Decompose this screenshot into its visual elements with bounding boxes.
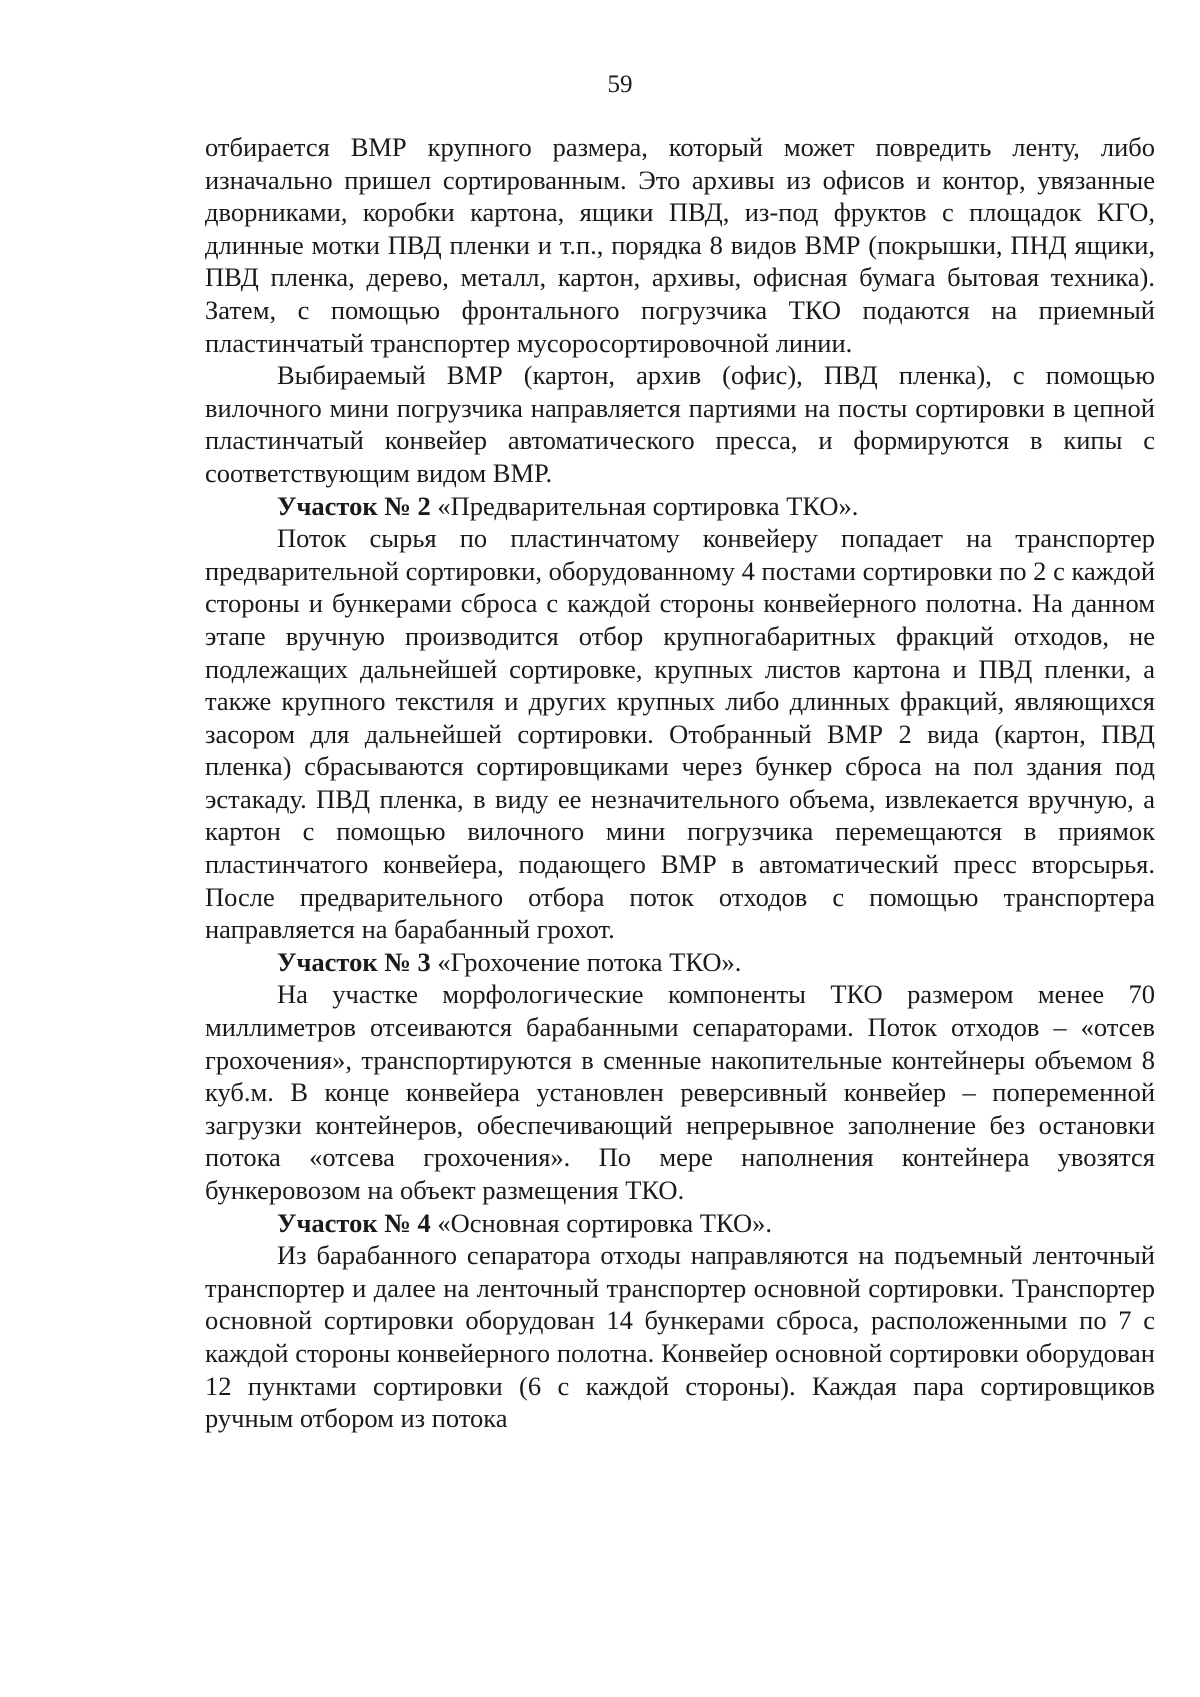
paragraph-screening [205,978,1155,1206]
page-number: 59 [607,71,633,98]
paragraph-text: отбирается ВМР крупного размера, который может повредить ленту, либо изначально пришел сортированным. Это архивы из офисов и контор, увязанные дворниками, коробки картона, ящики ПВД, из-под фруктов с площадок КГО, длинные мотки ПВД пленки и т.п., порядка 8 видов ВМР (покрышки, ПНД ящики, ПВД пленка, дерево, металл, картон, архивы, офисная бумага бытовая техника). Затем, с помощью фронтального погрузчика ТКО подаются на приемный пластинчатый транспортер мусоросортировочной линии. [205,132,1155,358]
section-title: «Предварительная сортировка ТКО». [430,490,859,521]
section-number: Участок № 2 [277,490,431,521]
paragraph-text: Из барабанного сепаратора отходы направляются на подъемный ленточный транспортер и далее на ленточный транспортер основной сортировки. Транспортер основной сортировки оборудован 14 бункерами сброса, расположенными по 7 с каждой стороны конвейерного полотна. Конвейер основной сортировки оборудован 12 пунктами сортировки (6 с каждой стороны). Каждая пара сортировщиков ручным отбором из потока [205,1240,1155,1434]
section-number: Участок № 3 [277,946,431,977]
paragraph-text: Поток сырья по пластинчатому конвейеру попадает на транспортер предварительной сортировки, оборудованному 4 постами сортировки по 2 с каждой стороны и бункерами сброса с каждой стороны конвейерного полотна. На данном этапе вручную производится отбор крупногабаритных фракций отходов, не подлежащих дальнейшей сортировке, крупных листов картона и ПВД пленки, а также крупного текстиля и других крупных либо длинных фракций, являющихся засором для дальнейшей сортировки. Отобранный ВМР 2 вида (картон, ПВД пленка) сбрасываются сортировщиками через бункер сброса на пол здания под эстакаду. ПВД пленка, в виду ее незначительного объема, извлекается вручную, а картон с помощью вилочного мини погрузчика перемещаются в приямок пластинчатого конвейера, подающего ВМР в автоматический пресс вторсырья. После предварительного отбора поток отходов с помощью транспортера направляется на барабанный грохот. [205,523,1155,945]
page-body [205,131,1155,1435]
paragraph-text: Выбираемый ВМР (картон, архив (офис), ПВД пленка), с помощью вилочного мини погрузчика направляется партиями на посты сортировки в цепной пластинчатый конвейер автоматического пресса, и формируются в кипы с соответствующим видом ВМР. [205,360,1155,488]
section-title: «Основная сортировка ТКО». [430,1207,772,1238]
paragraph-continuation [205,131,1155,359]
paragraph-text: На участке морфологические компоненты ТКО размером менее 70 миллиметров отсеиваются барабанными сепараторами. Поток отходов – «отсев грохочения», транспортируются в сменные накопительные контейнеры объемом 8 куб.м. В конце конвейера установлен реверсивный конвейер – попеременной загрузки контейнеров, обеспечивающий непрерывное заполнение без остановки потока «отсева грохочения». По мере наполнения контейнера увозятся бункеровозом на объект размещения ТКО. [205,979,1155,1205]
section-heading-4 [205,1207,1155,1240]
paragraph-preliminary-sorting [205,522,1155,946]
section-heading-2 [205,490,1155,523]
section-heading-3 [205,946,1155,979]
paragraph-selected-recyclables [205,359,1155,489]
section-title: «Грохочение потока ТКО». [430,946,742,977]
paragraph-main-sorting [205,1239,1155,1435]
section-number: Участок № 4 [277,1207,431,1238]
